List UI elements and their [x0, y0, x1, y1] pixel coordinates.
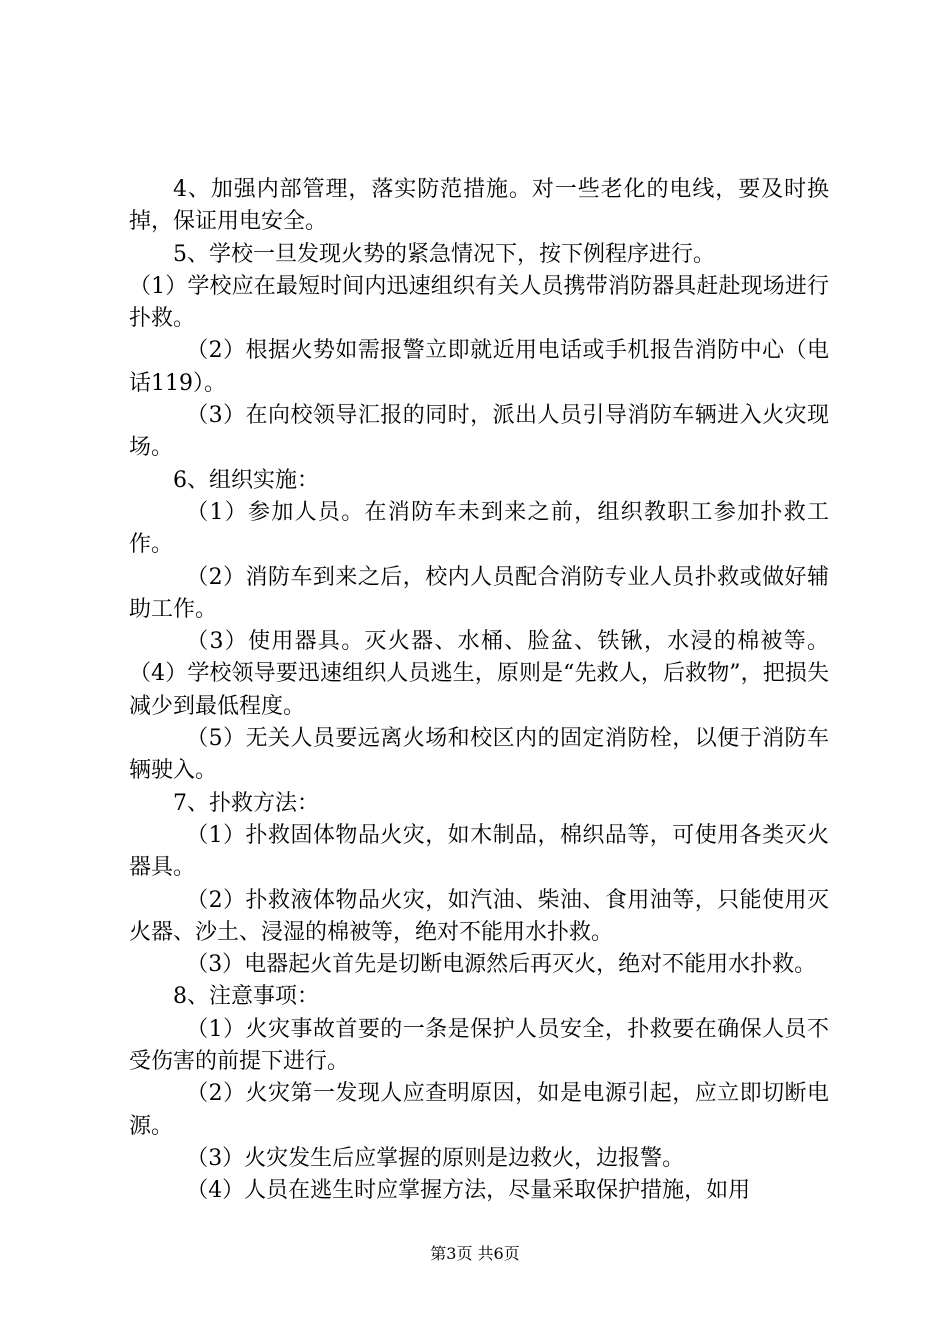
paragraph-8-2: （2）火灾第一发现人应查明原因，如是电源引起，应立即切断电源。 — [129, 1081, 829, 1139]
paragraph-5-2: （2）根据火势如需报警立即就近用电话或手机报告消防中心（电话119）。 — [129, 338, 829, 396]
document-body — [129, 174, 829, 1208]
paragraph-5-1: （1）学校应在最短时间内迅速组织有关人员携带消防器具赶赴现场进行扑救。 — [129, 273, 829, 332]
paragraph-6-5: （5）无关人员要远离火场和校区内的固定消防栓，以便于消防车辆驶入。 — [129, 726, 829, 784]
paragraph-5-3: （3）在向校领导汇报的同时，派出人员引导消防车辆进入火灾现场。 — [129, 403, 829, 461]
paragraph-8-4: （4）人员在逃生时应掌握方法，尽量采取保护措施，如用 — [186, 1178, 751, 1204]
paragraph-8-item: 8、注意事项： — [173, 984, 319, 1010]
paragraph-8-3: （3）火灾发生后应掌握的原则是边救火，边报警。 — [186, 1145, 685, 1171]
paragraph-7-3: （3）电器起火首先是切断电源然后再灭火，绝对不能用水扑救。 — [186, 952, 817, 978]
paragraph-6-3: （3）使用器具。灭火器、水桶、脸盆、铁锹，水浸的棉被等。（4）学校领导要迅速组织人员逃生，原则是“先救人，后救物”，把损失减少到最低程度。 — [129, 629, 829, 719]
paragraph-7-item: 7、扑救方法： — [173, 790, 319, 816]
page-number-footer: 第3页 共6页 — [430, 1244, 520, 1263]
paragraph-4-item: 4、加强内部管理，落实防范措施。对一些老化的电线，要及时换掉，保证用电安全。 — [129, 177, 829, 235]
paragraph-6-2: （2）消防车到来之后，校内人员配合消防专业人员扑救或做好辅助工作。 — [129, 564, 829, 622]
paragraph-5-item: 5、学校一旦发现火势的紧急情况下，按下例程序进行。 — [173, 241, 715, 267]
paragraph-6-1: （1）参加人员。在消防车未到来之前，组织教职工参加扑救工作。 — [129, 499, 829, 558]
paragraph-7-2: （2）扑救液体物品火灾，如汽油、柴油、食用油等，只能使用灭火器、沙土、浸湿的棉被等，绝对不能用水扑救。 — [129, 887, 829, 945]
paragraph-7-1: （1）扑救固体物品火灾，如木制品，棉织品等，可使用各类灭火器具。 — [129, 822, 829, 881]
paragraph-6-item: 6、组织实施： — [173, 467, 319, 493]
paragraph-8-1: （1）火灾事故首要的一条是保护人员安全，扑救要在确保人员不受伤害的前提下进行。 — [129, 1016, 829, 1075]
